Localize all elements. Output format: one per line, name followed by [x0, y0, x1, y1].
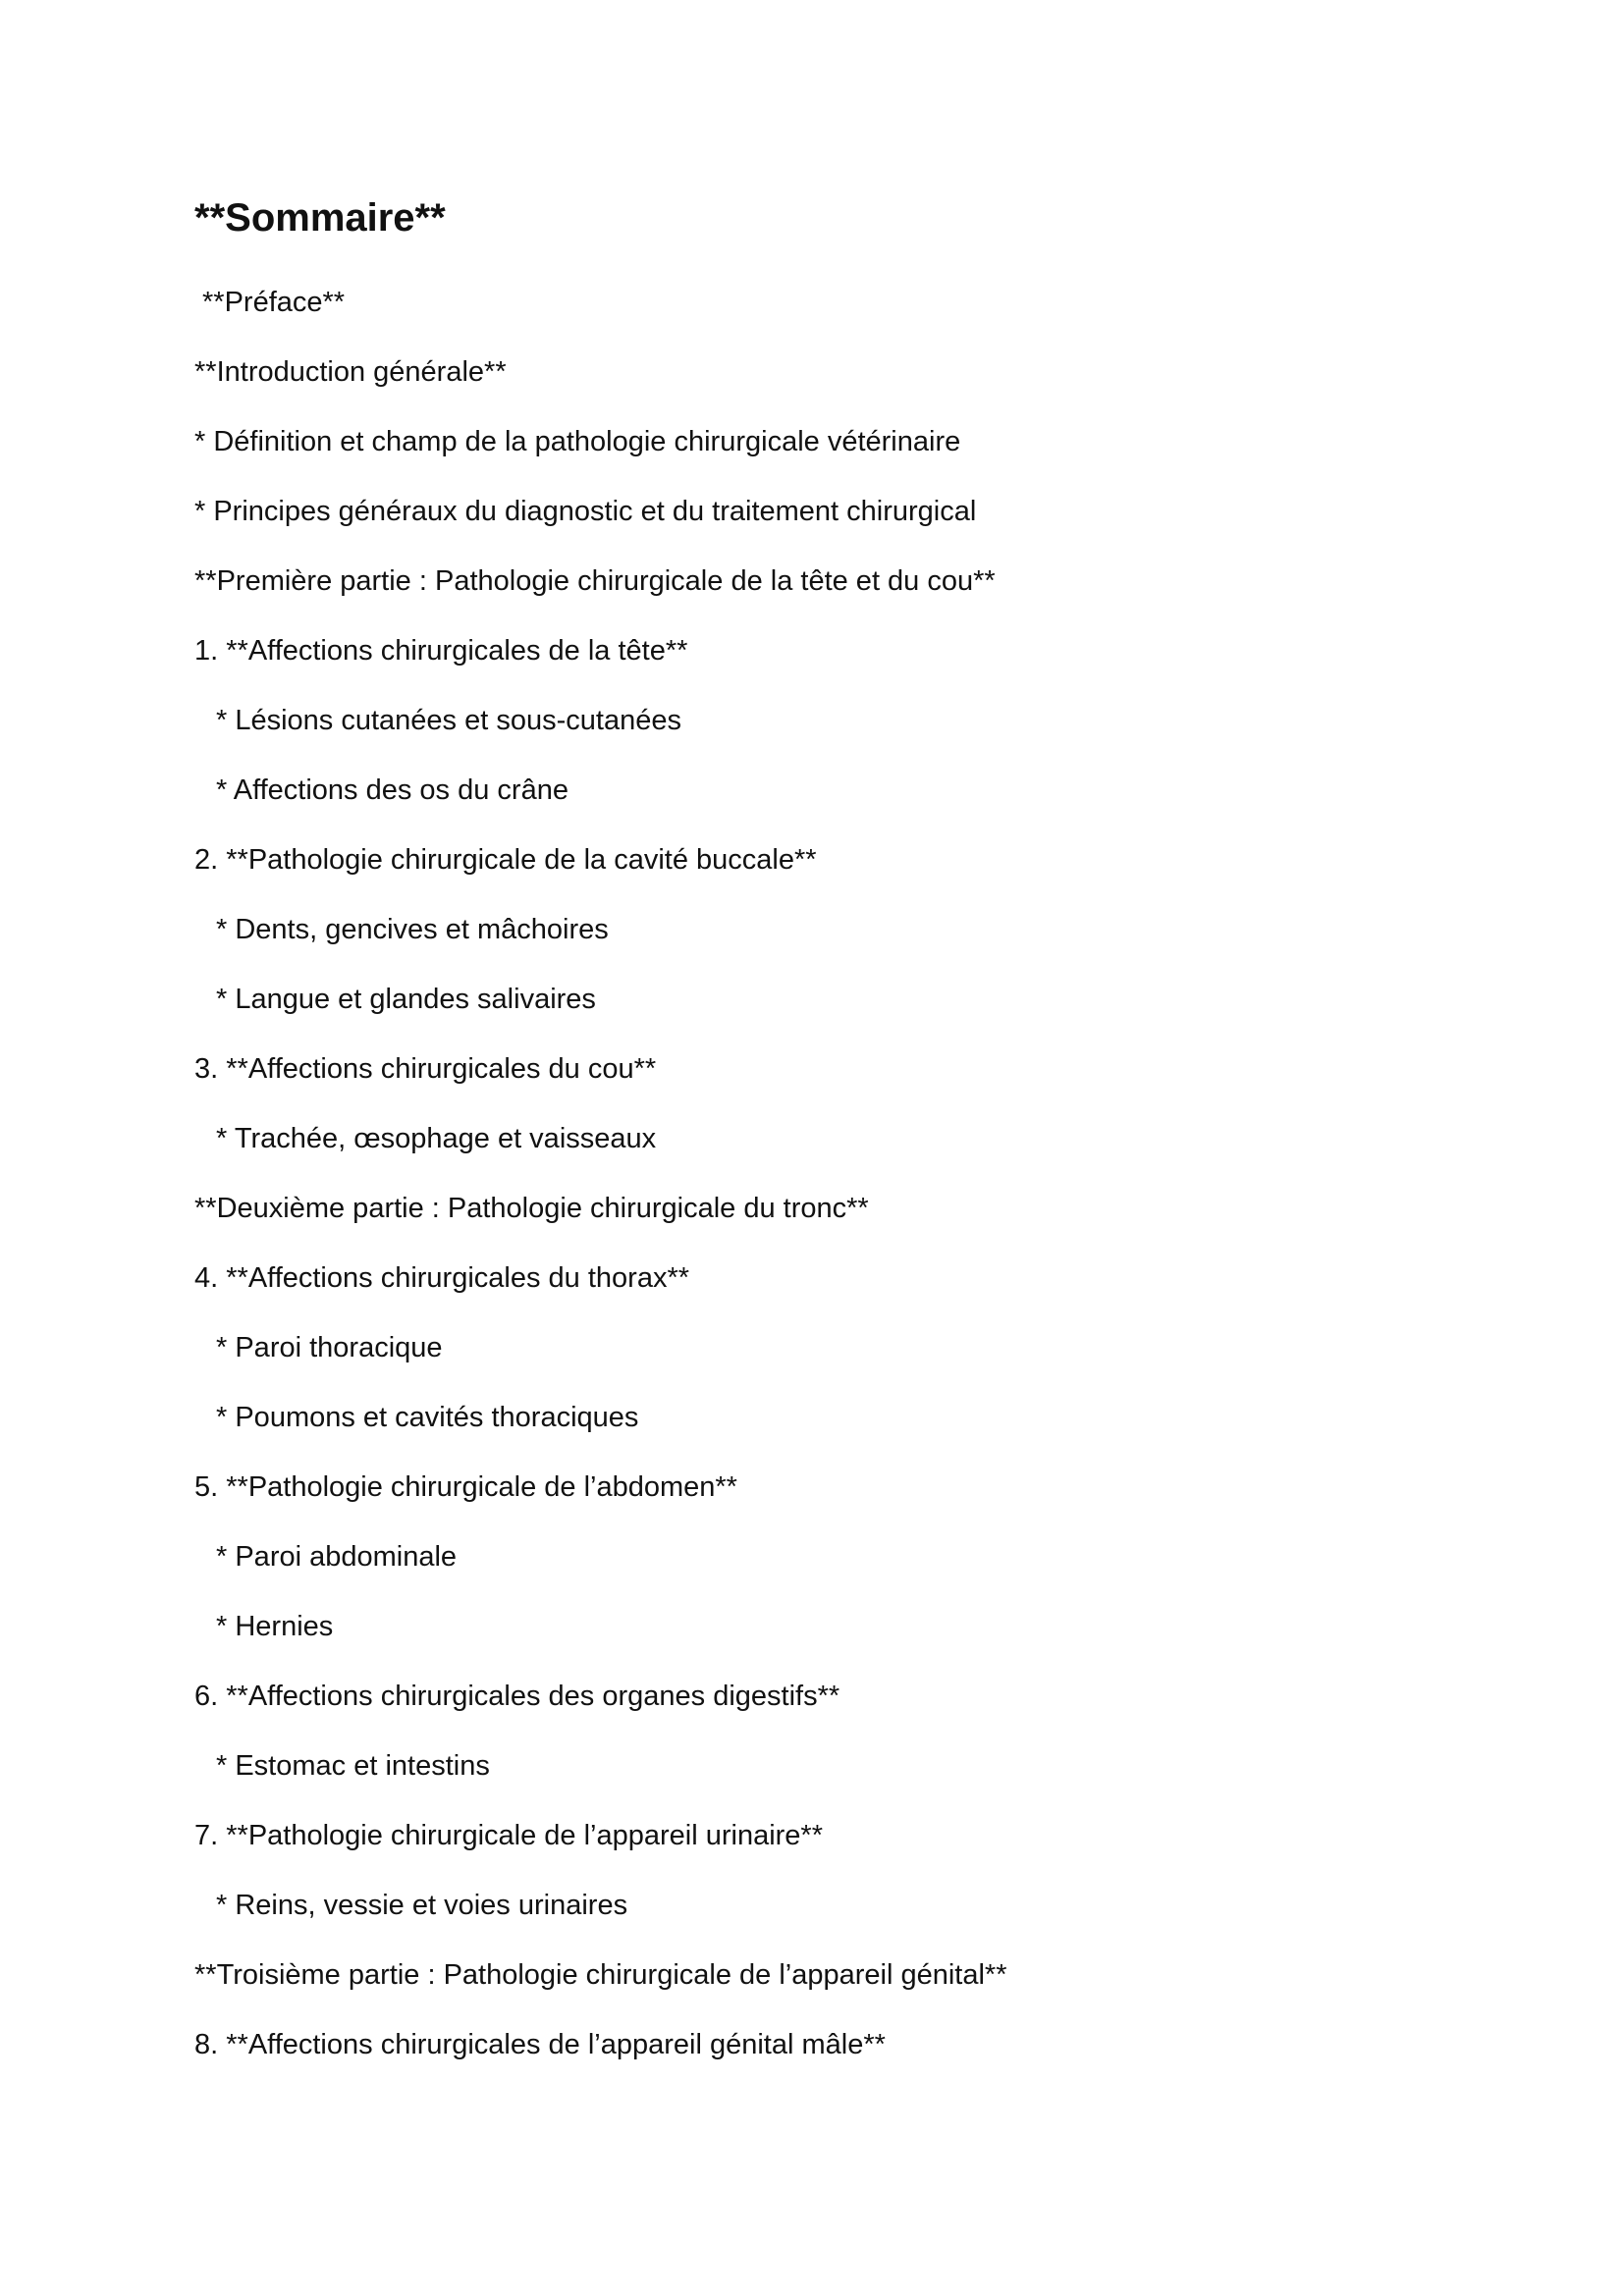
toc-chapter: 5. **Pathologie chirurgicale de l’abdomen**: [194, 1471, 737, 1503]
toc-part-heading: **Troisième partie : Pathologie chirurgicale de l’appareil génital**: [194, 1959, 1007, 1991]
toc-subitem: * Reins, vessie et voies urinaires: [216, 1890, 628, 1921]
toc-subitem: * Paroi thoracique: [216, 1332, 443, 1363]
toc-chapter: 1. **Affections chirurgicales de la tête**: [194, 635, 688, 667]
toc-item: * Principes généraux du diagnostic et du traitement chirurgical: [194, 496, 977, 527]
toc-subitem: * Affections des os du crâne: [216, 774, 568, 806]
toc-subitem: * Estomac et intestins: [216, 1750, 490, 1782]
toc-subitem: * Poumons et cavités thoraciques: [216, 1402, 639, 1433]
toc-chapter: 7. **Pathologie chirurgicale de l’appareil urinaire**: [194, 1820, 823, 1851]
toc-subitem: * Dents, gencives et mâchoires: [216, 914, 609, 945]
toc-part-heading: **Deuxième partie : Pathologie chirurgicale du tronc**: [194, 1193, 869, 1224]
toc-subitem: * Hernies: [216, 1611, 334, 1642]
page-title: **Sommaire**: [194, 196, 446, 240]
toc-subitem: * Langue et glandes salivaires: [216, 984, 596, 1015]
toc-chapter: 2. **Pathologie chirurgicale de la cavité buccale**: [194, 844, 817, 876]
toc-chapter: 8. **Affections chirurgicales de l’appareil génital mâle**: [194, 2029, 886, 2060]
toc-subitem: * Trachée, œsophage et vaisseaux: [216, 1123, 657, 1154]
toc-chapter: 6. **Affections chirurgicales des organes digestifs**: [194, 1681, 840, 1712]
toc-subitem: * Lésions cutanées et sous-cutanées: [216, 705, 681, 736]
toc-preface: **Préface**: [202, 287, 346, 318]
toc-chapter: 4. **Affections chirurgicales du thorax**: [194, 1262, 690, 1294]
toc-item: * Définition et champ de la pathologie chirurgicale vétérinaire: [194, 426, 961, 457]
toc-part-heading: **Première partie : Pathologie chirurgicale de la tête et du cou**: [194, 565, 996, 597]
toc-chapter: 3. **Affections chirurgicales du cou**: [194, 1053, 657, 1085]
table-of-contents: [194, 282, 1007, 2094]
toc-subitem: * Paroi abdominale: [216, 1541, 458, 1573]
toc-introduction: **Introduction générale**: [194, 356, 507, 388]
